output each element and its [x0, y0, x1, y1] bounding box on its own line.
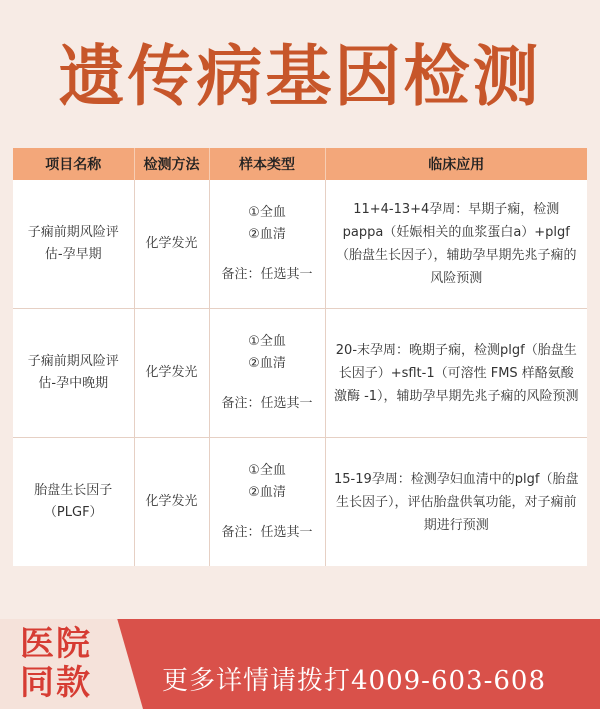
clinical-cell: 11+4-13+4孕周：早期子痫，检测pappa（妊娠相关的血浆蛋白a）+plgf（胎盘生长因子），辅助孕早期先兆子痫的风险预测 [325, 180, 587, 309]
sample-cell [209, 309, 325, 438]
test-table [13, 148, 587, 566]
header-clinical-use: 临床应用 [325, 148, 587, 180]
table-row [13, 180, 587, 309]
header-sample-type: 样本类型 [209, 148, 325, 180]
clinical-cell: 20-末孕周：晚期子痫，检测plgf（胎盘生长因子）+sflt-1（可溶性 FMS 样酪氨酸激酶 -1），辅助孕早期先兆子痫的风险预测 [325, 309, 587, 438]
sample-option-1: ①全血 [248, 334, 286, 349]
hospital-badge-text: 医院同款 [20, 624, 92, 703]
sample-note: 备注：任选其一 [221, 396, 313, 411]
project-name-cell: 胎盘生长因子（PLGF） [13, 438, 134, 567]
contact-phone-text[interactable]: 更多详情请拨打4009-603-608 [162, 666, 546, 696]
sample-option-2: ②血清 [248, 485, 286, 500]
sample-note: 备注：任选其一 [221, 267, 313, 282]
table-row [13, 309, 587, 438]
method-cell: 化学发光 [134, 438, 209, 567]
sample-note: 备注：任选其一 [221, 525, 313, 540]
table-header-row [13, 148, 587, 180]
sample-option-2: ②血清 [248, 227, 286, 242]
method-cell: 化学发光 [134, 309, 209, 438]
method-cell: 化学发光 [134, 180, 209, 309]
table-row [13, 438, 587, 567]
sample-option-1: ①全血 [248, 205, 286, 220]
header-method: 检测方法 [134, 148, 209, 180]
sample-option-1: ①全血 [248, 463, 286, 478]
header-project-name: 项目名称 [13, 148, 134, 180]
project-name-cell: 子痫前期风险评估-孕早期 [13, 180, 134, 309]
sample-cell [209, 438, 325, 567]
clinical-cell: 15-19孕周：检测孕妇血清中的plgf（胎盘生长因子），评估胎盘供氧功能，对子痫前期进行预测 [334, 471, 579, 533]
project-name-cell: 子痫前期风险评估-孕中晚期 [13, 309, 134, 438]
sample-cell [209, 180, 325, 309]
page-title: 遗传病基因检测 [58, 38, 542, 115]
sample-option-2: ②血清 [248, 356, 286, 371]
